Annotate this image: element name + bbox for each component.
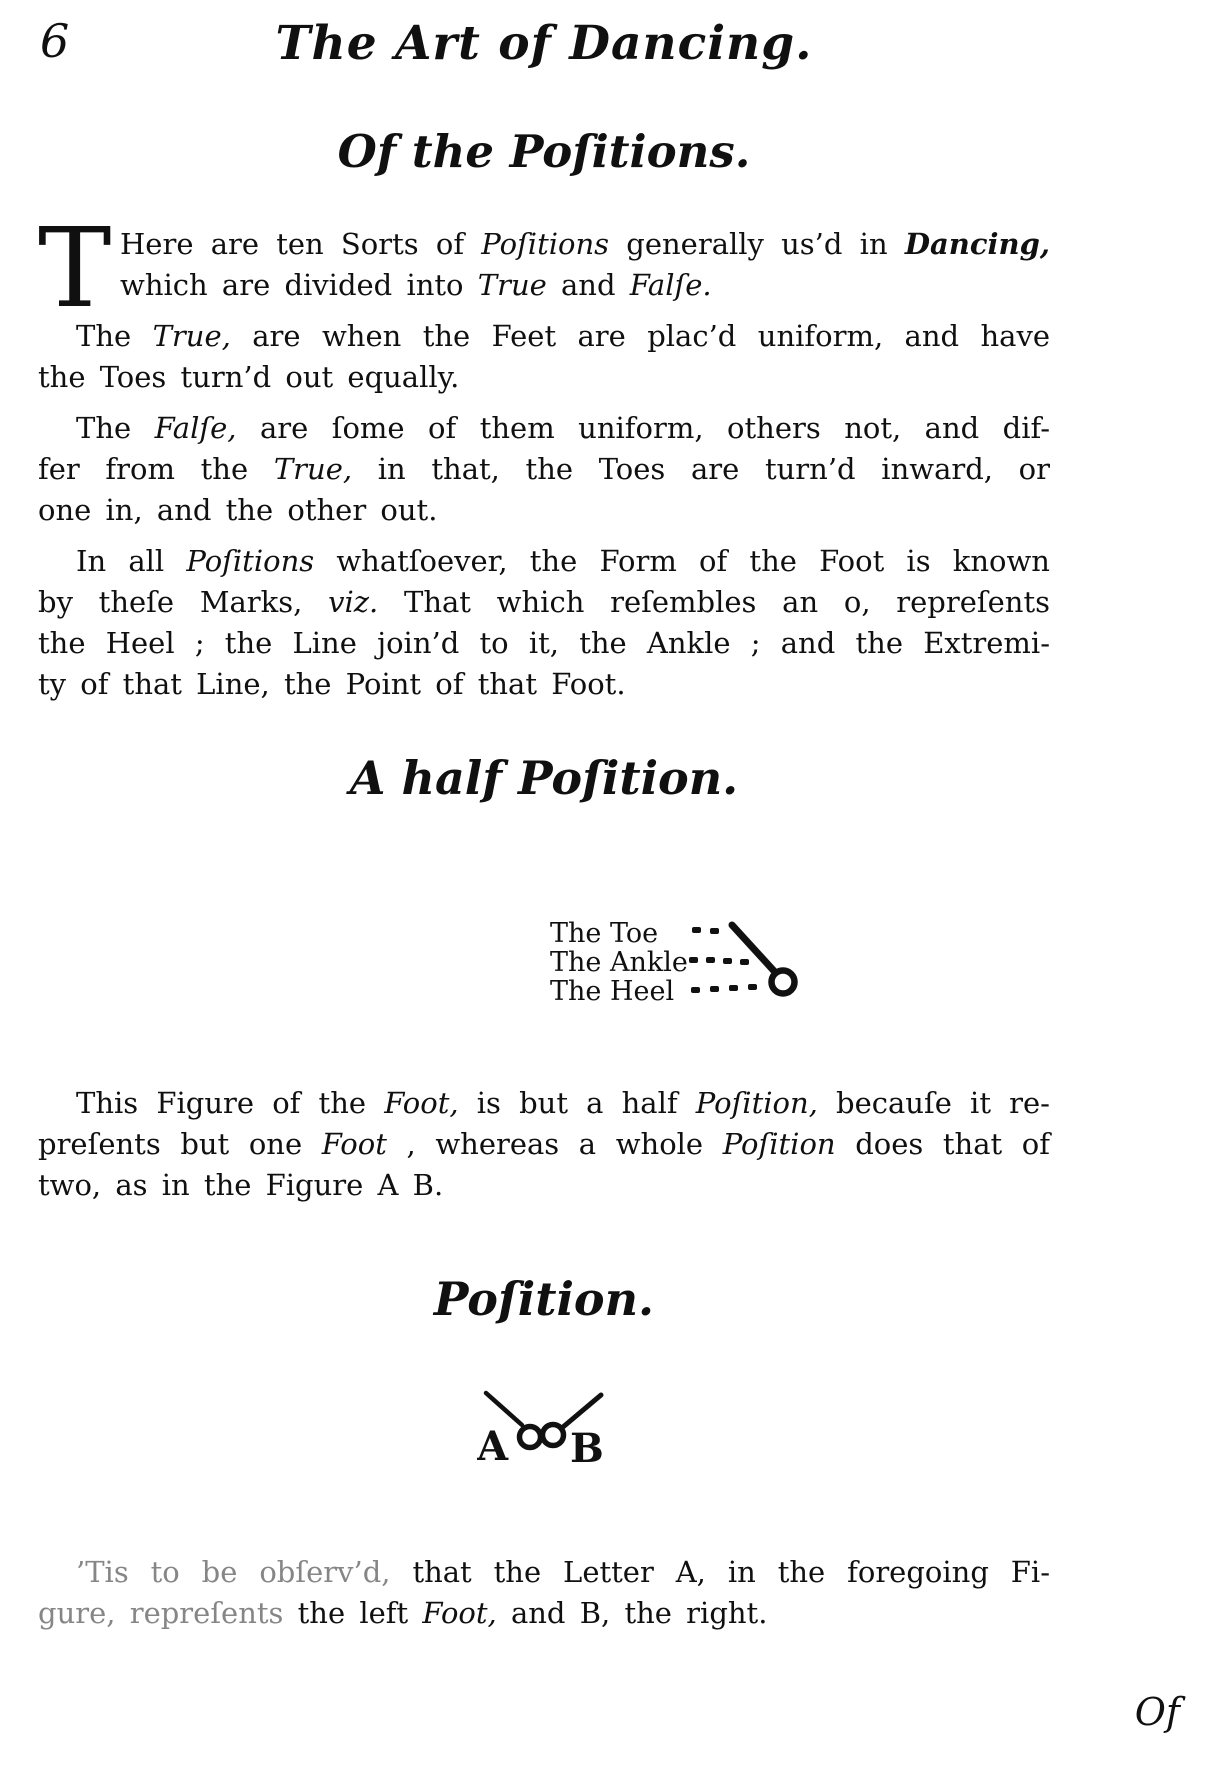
text-line: the Heel ; the Line join’d to it, the Ankle ; and the Extremi- xyxy=(38,626,1050,660)
diagram-label: The Toe xyxy=(550,918,659,949)
right-heel-circle xyxy=(542,1425,563,1446)
catchword: Of xyxy=(1134,1690,1180,1734)
text-line: ty of that Line, the Point of that Foot. xyxy=(38,667,626,701)
section-heading: Of the Poſitions. xyxy=(337,125,751,178)
text-line: This Figure of the Foot, is but a half Poſition, becauſe it re- xyxy=(76,1086,1050,1120)
false-positions-paragraph xyxy=(38,408,1050,531)
heel-circle xyxy=(772,971,795,994)
text-column xyxy=(38,0,1050,1634)
page-header xyxy=(38,0,1050,78)
half-position-heading: A half Poſition. xyxy=(349,751,739,805)
drop-cap: T xyxy=(38,204,112,332)
text-line: the Toes turn’d out equally. xyxy=(38,360,460,394)
figure-letter-a: A xyxy=(476,1423,508,1466)
text-line: The Falſe, are ſome of them uniform, others not, and dif- xyxy=(76,411,1051,445)
right-foot-line xyxy=(563,1395,601,1427)
diagram-label: The Heel xyxy=(550,976,675,1007)
figure-letter-b: B xyxy=(569,1425,604,1466)
half-position-explanation-paragraph xyxy=(38,1083,1050,1206)
half-position-foot-figure-icon xyxy=(685,919,845,1019)
foot-marks-paragraph xyxy=(38,541,1050,705)
running-title: The Art of Dancing. xyxy=(275,16,813,71)
left-foot-line xyxy=(486,1393,522,1425)
text-line: one in, and the other out. xyxy=(38,493,438,527)
page-number: 6 xyxy=(40,14,70,68)
foot-line xyxy=(732,925,774,971)
text-line: The True, are when the Feet are plac’d uniform, and have xyxy=(76,319,1050,353)
observation-paragraph xyxy=(38,1552,1050,1634)
text-line: which are divided into True and Falſe. xyxy=(120,268,712,302)
text-line: In all Poſitions whatſoever, the Form of the Foot is known xyxy=(76,544,1050,578)
left-heel-circle xyxy=(519,1427,540,1448)
position-heading: Poſition. xyxy=(433,1272,655,1326)
intro-paragraph xyxy=(38,204,1051,332)
text-line: fer from the True, in that, the Toes are turn’d inward, or xyxy=(38,452,1050,486)
text-line: preſents but one Foot , whereas a whole Poſition does that of xyxy=(38,1127,1050,1161)
half-position-diagram xyxy=(38,919,1050,1019)
text-line: Here are ten Sorts of Poſitions generally us’d in Dancing, xyxy=(120,227,1051,261)
text-line: two, as in the Figure A B. xyxy=(38,1168,444,1202)
diagram-label: The Ankle xyxy=(550,947,688,978)
text-line: by theſe Marks, viz. That which reſembles an o, repreſents xyxy=(38,585,1050,619)
position-foot-figure-icon xyxy=(477,1386,612,1466)
text-line: gure, repreſents the left Foot, and B, the right. xyxy=(38,1596,768,1630)
text-line: ’Tis to be obſerv’d, that the Letter A, in the foregoing Fi- xyxy=(76,1555,1050,1589)
true-positions-paragraph xyxy=(38,316,1050,398)
